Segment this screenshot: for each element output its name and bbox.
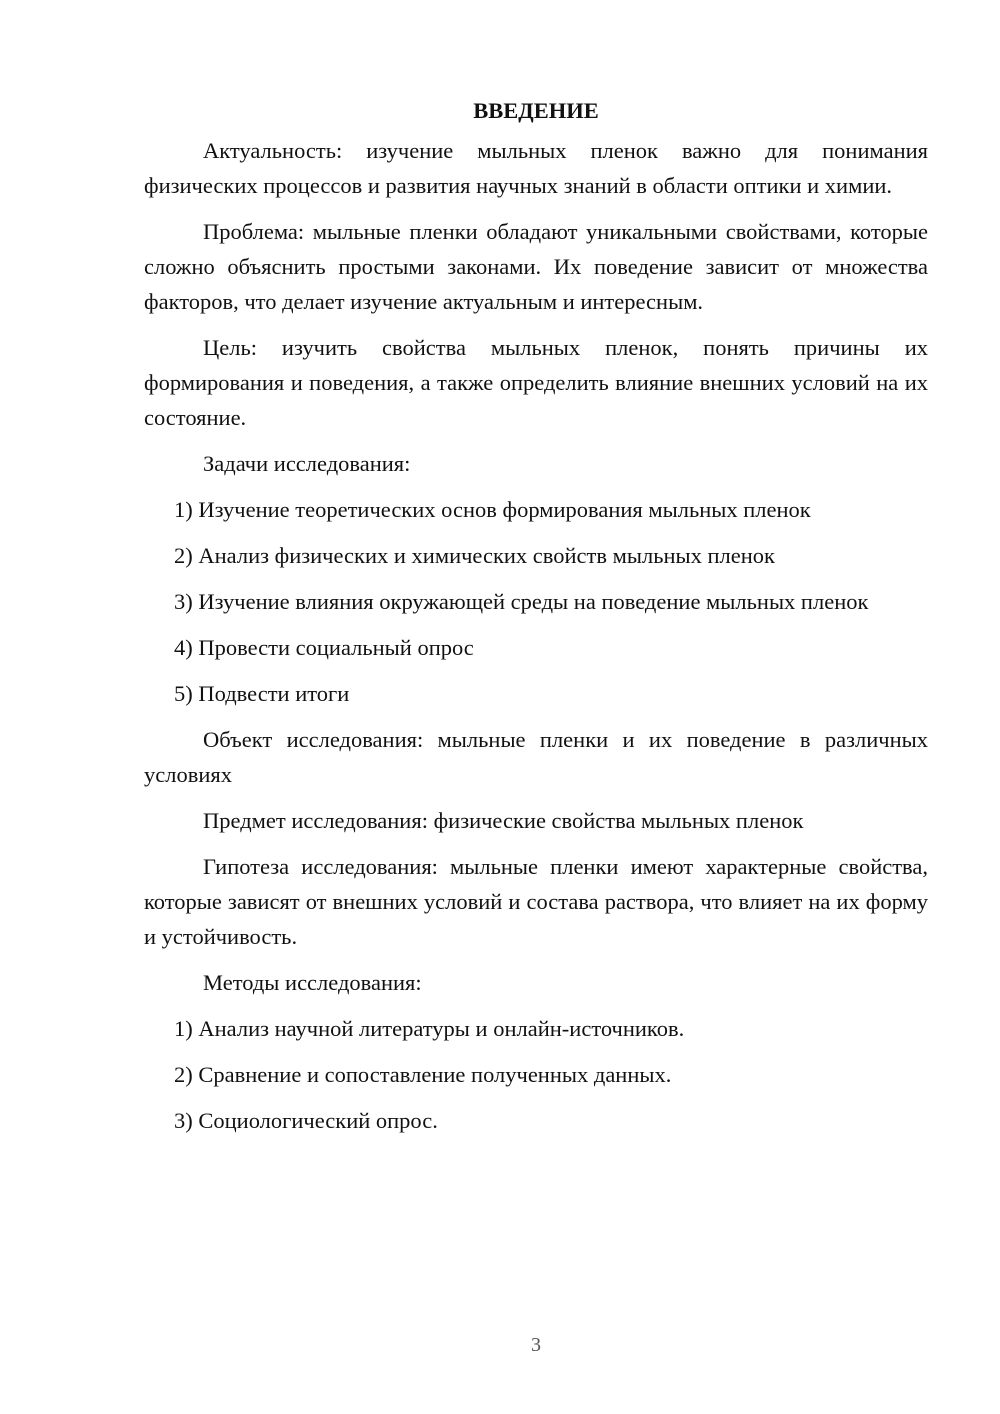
method-item-3: 3) Социологический опрос. (174, 1108, 438, 1133)
hypothesis-paragraph: Гипотеза исследования: мыльные пленки имеют характерные свойства, которые зависят от внешних условий и состава раствора, что влияет на их форму и устойчивость. (144, 854, 928, 949)
subject-paragraph: Предмет исследования: физические свойства мыльных пленок (203, 808, 804, 833)
task-item-1: 1) Изучение теоретических основ формирования мыльных пленок (174, 497, 811, 522)
task-item-3: 3) Изучение влияния окружающей среды на поведение мыльных пленок (174, 589, 869, 614)
task-item-4: 4) Провести социальный опрос (174, 635, 474, 660)
task-item-2: 2) Анализ физических и химических свойств мыльных пленок (174, 543, 775, 568)
goal-paragraph: Цель: изучить свойства мыльных пленок, понять причины их формирования и поведения, а также определить влияние внешних условий на их состояние. (144, 335, 928, 430)
tasks-heading: Задачи исследования: (203, 451, 411, 476)
problem-paragraph: Проблема: мыльные пленки обладают уникальными свойствами, которые сложно объяснить простыми законами. Их поведение зависит от множества факторов, что делает изучение актуальным и интересным. (144, 219, 928, 314)
method-item-1: 1) Анализ научной литературы и онлайн-источников. (174, 1016, 685, 1041)
object-paragraph: Объект исследования: мыльные пленки и их поведение в различных условиях (144, 727, 928, 787)
method-item-2: 2) Сравнение и сопоставление полученных данных. (174, 1062, 672, 1087)
relevance-paragraph: Актуальность: изучение мыльных пленок важно для понимания физических процессов и развития научных знаний в области оптики и химии. (144, 138, 928, 198)
section-title: ВВЕДЕНИЕ (473, 98, 599, 123)
page-number: 3 (531, 1334, 541, 1356)
task-item-5: 5) Подвести итоги (174, 681, 350, 706)
page-content (144, 95, 928, 1149)
methods-heading: Методы исследования: (203, 970, 422, 995)
